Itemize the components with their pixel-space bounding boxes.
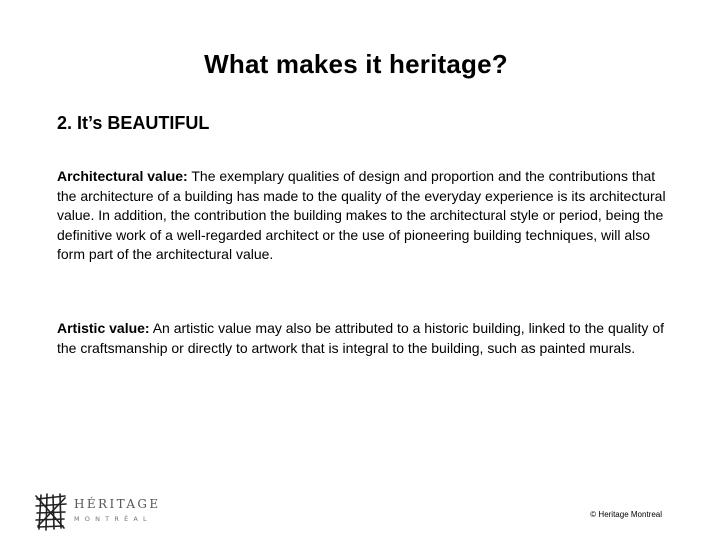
copyright-notice: © Heritage Montreal [590,510,662,519]
paragraph-lead: Architectural value: [57,168,188,184]
paragraph-architectural-value [57,167,667,265]
paragraph-text: The exemplary qualities of design and proportion and the contributions that the architecture of a building has made to the quality of the everyday experience is its architectural value. In addition, the contribution the building makes to the architectural style or period, being the definitive work of a well-regarded architect or the use of pioneering building techniques, will also form part of the architectural value. [57,168,666,263]
heritage-montreal-logo [34,493,161,533]
slide-subtitle: 2. It’s BEAUTIFUL [57,113,210,133]
logo-subtext: MONTRÉAL [74,515,152,523]
logo-wordmark: HÉRITAGE [74,497,161,511]
paragraph-text: An artistic value may also be attributed to a historic building, linked to the quality of the craftsmanship or directly to artwork that is integral to the building, such as painted murals. [57,320,664,356]
paragraph-lead: Artistic value: [57,320,150,336]
slide-title: What makes it heritage? [204,49,508,79]
hatched-grid-icon [34,493,68,531]
paragraph-artistic-value [57,319,667,358]
